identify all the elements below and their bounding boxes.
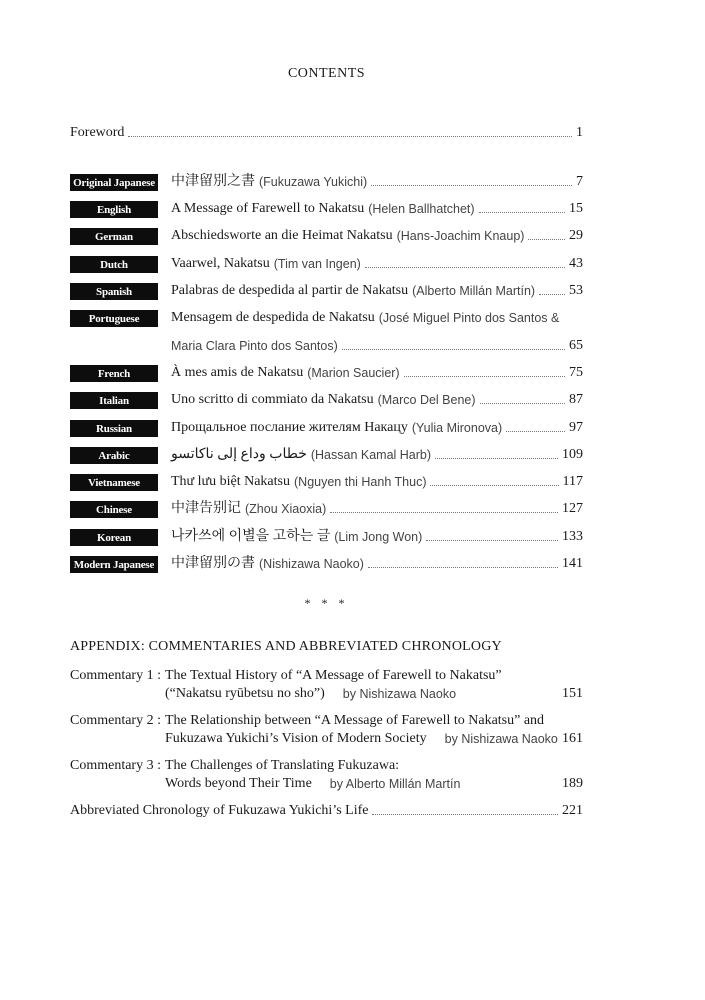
toc-entry (171, 528, 583, 546)
entry-title: Uno scritto di commiato da Nakatsu (171, 392, 374, 407)
toc-entry (171, 555, 583, 573)
dot-leader (426, 540, 558, 541)
page-number: 7 (576, 174, 583, 189)
dot-leader (430, 485, 558, 486)
entry-title: Thư lưu biệt Nakatsu (171, 474, 290, 489)
toc-entry (171, 200, 583, 218)
entry-title: 中津留別の書 (171, 556, 255, 571)
language-badge: Italian (70, 392, 158, 409)
language-badge: Arabic (70, 447, 158, 464)
toc-entry (171, 227, 583, 245)
page-number: 65 (569, 338, 583, 353)
language-badge: Vietnamese (70, 474, 158, 491)
foreword-row (70, 124, 583, 142)
language-badge: English (70, 201, 158, 218)
entry-title: 나카쓰에 이별을 고하는 글 (171, 529, 331, 544)
dot-leader (342, 349, 565, 350)
language-badge: Modern Japanese (70, 556, 158, 573)
page-number: 75 (569, 365, 583, 380)
entry-author: Maria Clara Pinto dos Santos) (171, 339, 338, 353)
foreword-label: Foreword (70, 125, 125, 140)
page-number: 221 (562, 803, 583, 818)
commentary-author: by Nishizawa Naoko (342, 687, 457, 701)
toc-entry-continuation (171, 337, 583, 355)
entry-title: À mes amis de Nakatsu (171, 365, 304, 380)
language-badge: Chinese (70, 501, 158, 518)
entry-author: (Fukuzawa Yukichi) (259, 175, 368, 189)
page-number: 87 (569, 392, 583, 407)
language-badge: German (70, 228, 158, 245)
dot-leader (372, 814, 558, 815)
entry-author: (José Miguel Pinto dos Santos & (378, 311, 560, 325)
page-number: 29 (569, 228, 583, 243)
dot-leader (480, 403, 565, 404)
page-number: 53 (569, 283, 583, 298)
entry-author: (Marco Del Bene) (377, 393, 476, 407)
page-title: CONTENTS (287, 66, 366, 81)
chronology-row (70, 802, 583, 820)
toc-entry (171, 282, 583, 300)
chronology-label: Abbreviated Chronology of Fukuzawa Yukichi’s Life (70, 803, 369, 818)
toc-entry (171, 173, 583, 191)
entry-author: (Helen Ballhatchet) (368, 202, 475, 216)
commentary-title: (“Nakatsu ryūbetsu no sho”) (165, 686, 325, 701)
commentary-title-line (165, 730, 583, 748)
page-number: 189 (562, 776, 583, 791)
entry-author: (Tim van Ingen) (273, 257, 361, 271)
entry-title: Vaarwel, Nakatsu (171, 256, 270, 271)
entry-title: A Message of Farewell to Nakatsu (171, 201, 365, 216)
toc-entry (171, 255, 583, 273)
entry-author: (Yulia Mironova) (411, 421, 503, 435)
dot-leader (404, 376, 565, 377)
page-number: 161 (562, 731, 583, 746)
commentary-title: Fukuzawa Yukichi’s Vision of Modern Society (165, 731, 427, 746)
dot-leader (479, 212, 565, 213)
entry-author: (Hassan Kamal Harb) (310, 448, 432, 462)
entry-author: (Nishizawa Naoko) (259, 557, 364, 571)
page-number: 133 (562, 529, 583, 544)
commentary-label: Commentary 3 : (70, 758, 161, 773)
dot-leader (330, 512, 558, 513)
entry-author: (Zhou Xiaoxia) (245, 502, 327, 516)
toc-entry (171, 364, 583, 382)
language-badge: Korean (70, 529, 158, 546)
toc-entry (171, 309, 583, 327)
page-number: 117 (562, 474, 583, 489)
dot-leader (539, 294, 565, 295)
page-number: 97 (569, 420, 583, 435)
commentary-title: Words beyond Their Time (165, 776, 312, 791)
language-badge: Dutch (70, 256, 158, 273)
toc-entry (171, 500, 583, 518)
appendix-heading: APPENDIX: COMMENTARIES AND ABBREVIATED CHRONOLOGY (70, 639, 502, 654)
entry-author: (Nguyen thi Hanh Thuc) (294, 475, 427, 489)
dot-leader (371, 185, 572, 186)
commentary-author: by Alberto Millán Martín (329, 777, 461, 791)
entry-title: Abschiedsworte an die Heimat Nakatsu (171, 228, 393, 243)
language-badge: Portuguese (70, 310, 158, 327)
commentary-author: by Nishizawa Naoko (444, 732, 558, 746)
entry-author: (Alberto Millán Martín) (412, 284, 536, 298)
commentary-title: The Challenges of Translating Fukuzawa: (165, 758, 400, 773)
commentary-title: The Relationship between “A Message of Farewell to Nakatsu” and (165, 713, 545, 728)
commentary-label: Commentary 1 : (70, 668, 161, 683)
language-badge: Spanish (70, 283, 158, 300)
toc-entry (171, 446, 583, 464)
entry-author: (Hans-Joachim Knaup) (396, 229, 525, 243)
page-number: 151 (562, 686, 583, 701)
entry-title: 中津留別之書 (171, 174, 255, 189)
entry-author: (Lim Jong Won) (334, 530, 423, 544)
dot-leader (365, 267, 565, 268)
entry-title: Mensagem de despedida de Nakatsu (171, 310, 375, 325)
commentary-title-line (165, 775, 583, 793)
dot-leader (528, 239, 565, 240)
commentary-title-line (165, 667, 583, 685)
language-badge: Original Japanese (70, 174, 158, 191)
section-divider: * * * (304, 596, 349, 610)
toc-entry (171, 419, 583, 437)
page-number: 15 (569, 201, 583, 216)
entry-title: Palabras de despedida al partir de Nakatsu (171, 283, 409, 298)
dot-leader (128, 136, 572, 137)
dot-leader (506, 431, 565, 432)
toc-entry (171, 391, 583, 409)
commentary-label: Commentary 2 : (70, 713, 161, 728)
dot-leader (435, 458, 558, 459)
entry-author: (Marion Saucier) (307, 366, 400, 380)
commentary-title-line (165, 757, 583, 775)
commentary-title: The Textual History of “A Message of Farewell to Nakatsu” (165, 668, 502, 683)
page-number: 127 (562, 501, 583, 516)
commentary-title-line (165, 712, 583, 730)
dot-leader (368, 567, 558, 568)
page-number: 1 (576, 125, 583, 140)
entry-title: Прощальное послание жителям Накацу (171, 420, 408, 435)
language-badge: French (70, 365, 158, 382)
language-badge: Russian (70, 420, 158, 437)
entry-title: خطاب وداع إلى ناكاتسو (171, 447, 307, 462)
page-number: 43 (569, 256, 583, 271)
page-number: 109 (562, 447, 583, 462)
toc-entry (171, 473, 583, 491)
entry-title: 中津告别记 (171, 501, 241, 516)
page-number: 141 (562, 556, 583, 571)
commentary-title-line (165, 685, 583, 703)
